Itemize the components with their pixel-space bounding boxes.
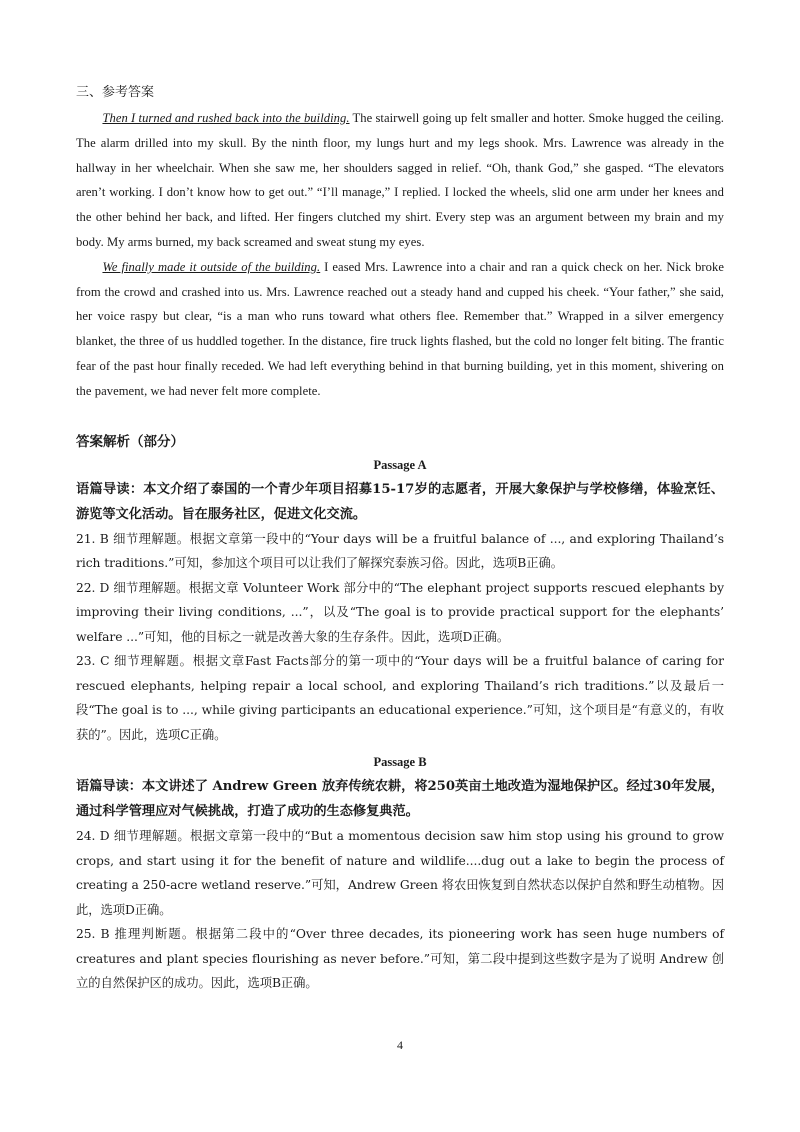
answer-item-24: 24. D 细节理解题。根据文章第一段中的“But a momentous decision saw him stop using his ground to grow crops, and start using it for the benefit of nature and wildlife....dug out a lake to begin the process of creating a 250-acre wetland reserve.”可知，Andrew Green 将农田恢复到自然状态以保护自然和野生动植物。因此，选项D正确。 xyxy=(76,829,724,917)
answer-item-25: 25. B 推理判断题。根据第二段中的“Over three decades, its pioneering work has seen huge numbers of creatures and plant species flourishing as never before.”可知，第二段中提到这些数字是为了说明 Andrew 创立的自然保护区的成功。因此，选项B正确。 xyxy=(76,927,724,991)
answer-item-22: 22. D 细节理解题。根据文章 Volunteer Work 部分中的“The elephant project supports rescued elephants by improving their living conditions, ...”，以及“The goal is to provide practical support for the elephants’ welfare ...”可知，他的目标之一就是改善大象的生存条件。因此，选项D正确。 xyxy=(76,580,724,644)
essay-paragraph-2-body: I eased Mrs. Lawrence into a chair and ran a quick check on her. Nick broke from the crowd and crashed into us. Mrs. Lawrence reached out a steady hand and cupped his cheek. “Your father,” she said, her voice raspy but clear, “is a man who runs toward what others flee. Remember that.” Wrapped in a silver emergency blanket, the three of us huddled together. In the distance, fire truck lights flashed, but the cold no longer felt biting. The frantic fear of the past hour finally receded. We had left everything behind in that burning building, yet in this moment, shivering on the pavement, we had never felt more complete. xyxy=(76,259,724,398)
passage-b-guide: 语篇导读：本文讲述了 Andrew Green 放弃传统农耕，将250英亩土地改造为湿地保护区。经过30年发展，通过科学管理应对气候挑战，打造了成功的生态修复典范。 xyxy=(76,779,724,820)
essay-paragraph-2 xyxy=(76,255,724,404)
essay-paragraph-1-lead: Then I turned and rushed back into the building. xyxy=(102,111,350,125)
essay-paragraph-2-lead: We finally made it outside of the building. xyxy=(102,259,321,274)
passage-a-guide: 语篇导读：本文介绍了泰国的一个青少年项目招募15-17岁的志愿者，开展大象保护与学校修缮，体验烹饪、游览等文化活动。旨在服务社区，促进文化交流。 xyxy=(76,481,724,522)
section-title: 三、参考答案 xyxy=(76,85,155,100)
answer-item-21: 21. B 细节理解题。根据文章第一段中的“Your days will be a fruitful balance of ..., and exploring Thailand’s rich traditions.”可知，参加这个项目可以让我们了解探究泰族习俗。因此，选项B正确。 xyxy=(76,531,724,571)
reference-essay xyxy=(76,106,724,404)
essay-paragraph-1-body: The stairwell going up felt smaller and hotter. Smoke hugged the ceiling. The alarm drilled into my skull. By the ninth floor, my lungs hurt and my legs shook. Mrs. Lawrence was already in the hallway in her wheelchair. When she saw me, her shoulders sagged in relief. “Oh, thank God,” she gasped. “The elevators aren’t working. I don’t know how to get out.” “I’ll manage,” I replied. I locked the wheels, slid one arm under her knees and the other behind her back, and lifted. Her fingers clutched my shirt. Every step was an argument between my brain and my body. My arms burned, my back screamed and sweat stung my eyes. xyxy=(76,111,724,249)
page-number: 4 xyxy=(397,1038,403,1052)
answer-item-23: 23. C 细节理解题。根据文章Fast Facts部分的第一项中的“Your days will be a fruitful balance of caring for rescued elephants, helping repair a local school, and exploring Thailand’s rich traditions.”以及最后一段“The goal is to ..., while giving participants an educational experience.”可知，这个项目是“有意义的，有收获的”。因此，选项C正确。 xyxy=(76,654,724,742)
passage-b-title: Passage B xyxy=(373,755,427,770)
passage-a-title: Passage A xyxy=(373,457,427,472)
essay-paragraph-1 xyxy=(76,106,724,255)
analysis-title: 答案解析（部分） xyxy=(76,433,184,450)
